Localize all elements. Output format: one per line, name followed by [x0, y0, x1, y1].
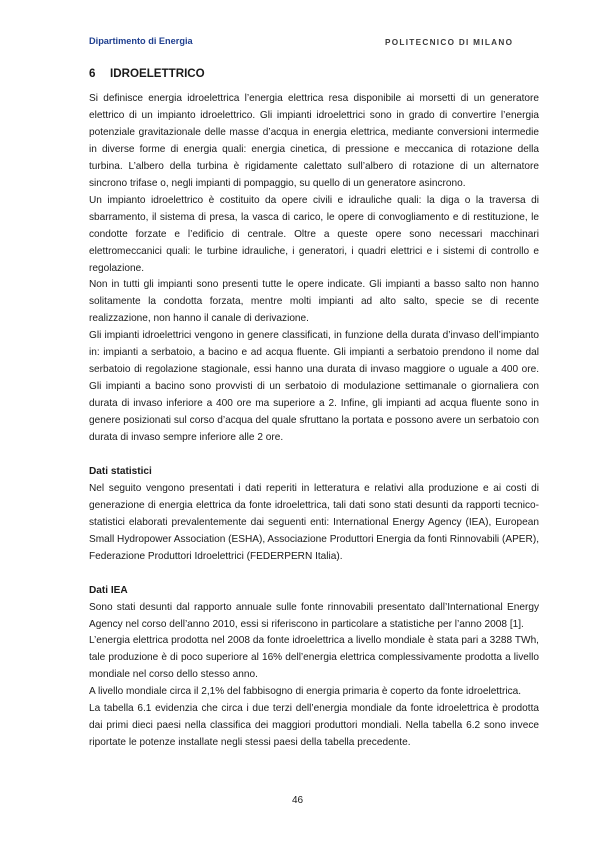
page-content: [89, 66, 539, 752]
paragraph-iea-production: L’energia elettrica prodotta nel 2008 da fonte idroelettrica a livello mondiale è stata pari a 3288 TWh, tale produzione è di poco superiore al 16% dell’energia elettrica complessivamente prodotta a livello mondiale nel corso dello stesso anno.: [89, 635, 539, 681]
paragraph-components: Un impianto idroelettrico è costituito da opere civili e idrauliche quali: la diga o la traversa di sbarramento, il sistema di presa, la vasca di carico, le opere di convogliamento e di restituzione, le condotte forzate e l’edificio di centrale. Oltre a queste opere sono necessari macchinari elettromeccanici quali: le turbine idrauliche, i generatori, i quadri elettrici e i sistemi di controllo e regolazione.: [89, 194, 539, 274]
paragraph-iea-source: Sono stati desunti dal rapporto annuale sulle fonte rinnovabili presentato dall’International Energy Agency nel corso dell’anno 2010, essi si riferiscono in particolare a statistiche per l’anno 2008 [1].: [89, 601, 539, 630]
section-title: [89, 66, 539, 82]
paragraph-plant-works: Non in tutti gli impianti sono presenti tutte le opere indicate. Gli impianti a basso salto non hanno solitamente la condotta forzata, mentre molti impianti ad alto salto, specie se di recente realizzazione, non hanno il canale di derivazione.: [89, 279, 539, 325]
paragraph-classification: Gli impianti idroelettrici vengono in genere classificati, in funzione della durata d’invaso dell’impianto in: impianti a serbatoio, a bacino e ad acqua fluente. Gli impianti a serbatoio prendono il nome dal serbatoio di regolazione stagionale, essi hanno una durata di invaso maggiore o uguale a 400 ore. Gli impianti a bacino sono provvisti di un serbatoio di modulazione settimanale o giornaliera con durata di invaso inferiore a 400 ore ma superiore a 2. Infine, gli impianti ad acqua fluente sono in genere posizionati sul corso d’acqua del quale sfruttano la portata e possono avere un serbatoio con durata di invaso sempre inferiore alle 2 ore.: [89, 330, 539, 444]
section-number: 6: [89, 67, 96, 80]
header-university: POLITECNICO DI MILANO: [385, 38, 514, 47]
spacer: [89, 447, 539, 464]
spacer: [89, 566, 539, 583]
paragraph-iea-tables: La tabella 6.1 evidenzia che circa i due terzi dell’energia mondiale da fonte idroelettrica è prodotta dai primi dieci paesi nella classifica dei maggiori produttori mondiali. Nella tabella 6.2 sono invece riportate le potenze installate negli stessi paesi della tabella precedente.: [89, 703, 539, 749]
paragraph-dati-statistici: Nel seguito vengono presentati i dati reperiti in letteratura e relativi alla produzione e ai costi di generazione di energia elettrica da fonte idroelettrica, tali dati sono stati desunti da rapporti tecnico-statistici elaborati prevalentemente dai seguenti enti: International Energy Agency (IEA), European Small Hydropower Association (ESHA), Associazione Produttori Energia da fonti Rinnovabili (APER), Federazione Produttori Idroelettrici (FEDERPERN Italia).: [89, 482, 539, 562]
subheading-dati-iea: Dati IEA: [89, 584, 128, 596]
paragraph-definition: Si definisce energia idroelettrica l’energia elettrica resa disponibile ai morsetti di un generatore elettrico di un impianto idroelettrico. Gli impianti idroelettrici sono in grado di convertire l’energia potenziale gravitazionale delle masse d’acqua in energia elettrica, mediante conversioni intermedie in diverse forme di energia quali: energia cinetica, di pressione e meccanica di rotazione della turbina. L’albero della turbina è rigidamente calettato sull’albero di rotazione di un alternatore sincrono trifase o, negli impianti di pompaggio, su quello di un generatore asincrono.: [89, 93, 539, 189]
subheading-dati-statistici: Dati statistici: [89, 465, 152, 477]
header-department: Dipartimento di Energia: [89, 36, 193, 46]
section-title-text: IDROELETTRICO: [110, 67, 205, 80]
paragraph-iea-primary-energy: A livello mondiale circa il 2,1% del fabbisogno di energia primaria è coperto da fonte idroelettrica.: [89, 686, 522, 698]
page-number: 46: [291, 795, 304, 806]
